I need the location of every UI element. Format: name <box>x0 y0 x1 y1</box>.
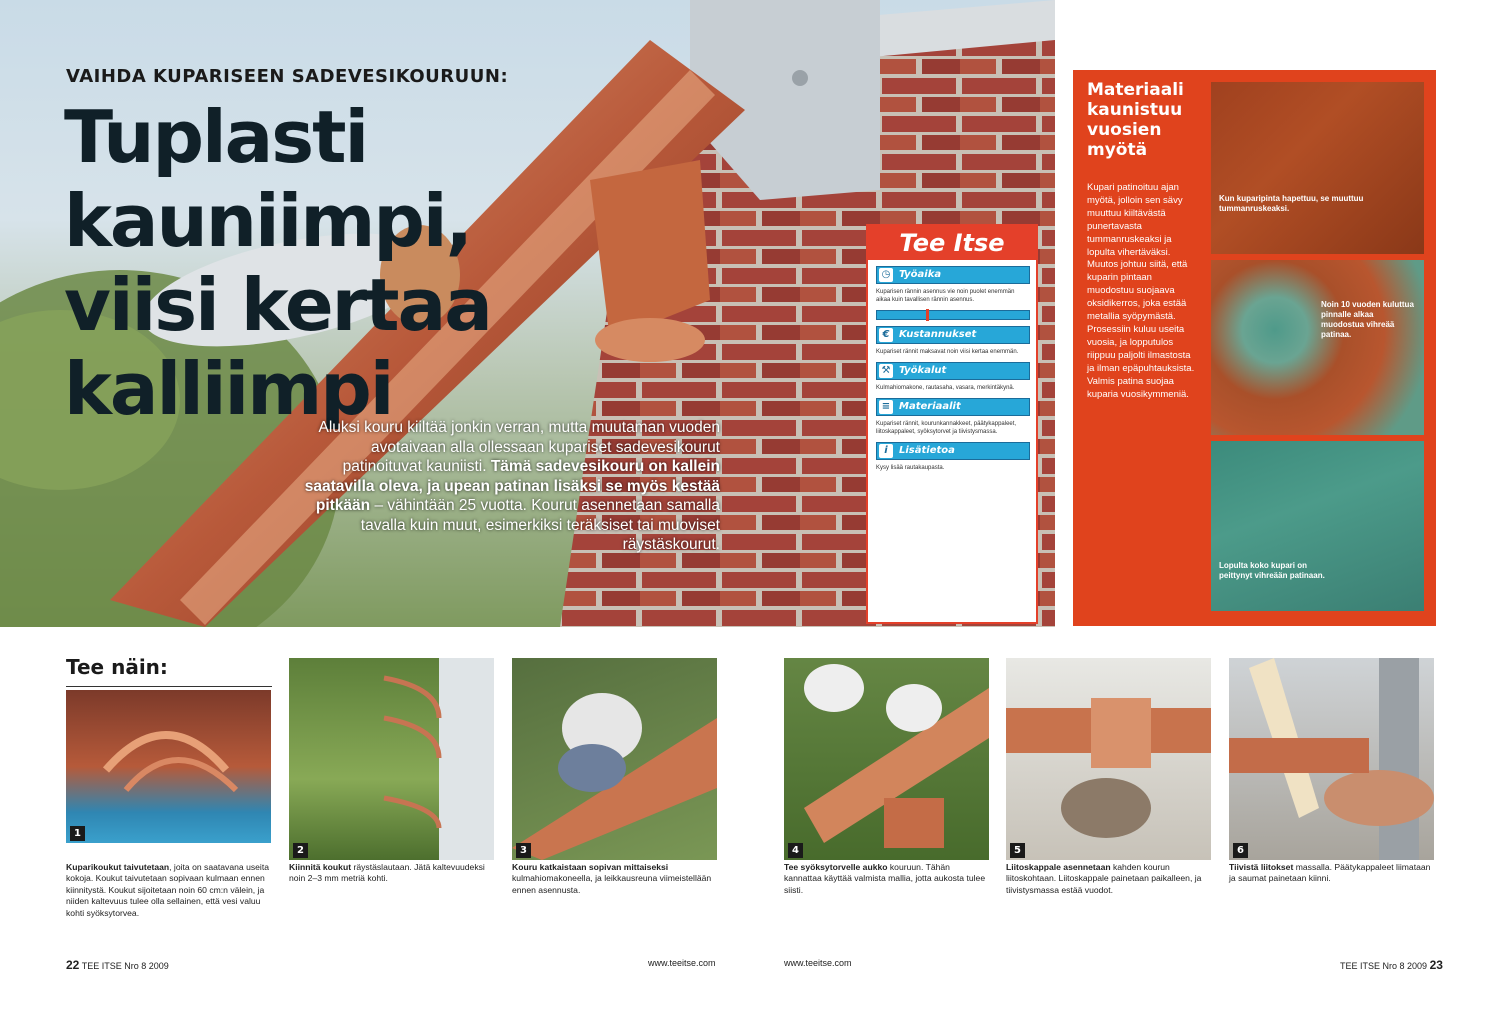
tools-icon: ⚒ <box>879 364 893 378</box>
tee-section-head: Kustannukset <box>899 329 977 340</box>
step-body: , joita on saatavana useita kokoja. Koukut taivutetaan sopivaan kulmaan ennen kiinnitystä. Koukut sijoitetaan noin 60 cm:n välein, ja niiden kaltevuus tulee olla sellainen, että vesi valuu kohti syöksytorvea. <box>66 862 270 918</box>
intro-bold-text: Tämä sadevesikouru on kallein saatavilla oleva, ja upean patinan lisäksi se myös kestää pitkään <box>304 458 720 514</box>
issue-left: Nro 8 2009 <box>124 961 169 971</box>
step-number: 4 <box>788 843 803 858</box>
tee-itse-box <box>866 224 1038 624</box>
step-3-text <box>512 862 717 896</box>
list-icon: ≡ <box>879 400 893 414</box>
tee-section-head: Lisätietoa <box>899 445 955 456</box>
step-photo-4 <box>784 658 989 860</box>
article-kicker: VAIHDA KUPARISEEN SADEVESIKOURUUN: <box>66 66 509 87</box>
step-number: 2 <box>293 843 308 858</box>
step-1-illustration <box>66 690 271 843</box>
wallet-icon: € <box>879 328 893 342</box>
difficulty-marker <box>926 309 929 321</box>
article-intro <box>300 418 720 555</box>
tee-section-tools <box>876 362 1030 392</box>
left-url: www.teeitse.com <box>648 958 716 968</box>
tee-itse-title: Tee Itse <box>868 226 1036 260</box>
tee-section-head: Työaika <box>899 269 942 280</box>
magazine-name-right: TEE ITSE <box>1340 961 1381 971</box>
intro-text-end: – vähintään 25 vuotta. Kourut asennetaan samalla tavalla kuin muut, esimerkiksi teräksiset tai muoviset räystäskourut. <box>360 497 720 553</box>
step-body: kouruun. Tähän kannattaa käyttää valmista mallia, jotta aukosta tulee siisti. <box>784 862 986 895</box>
step-bold: Liitoskappale asennetaan <box>1006 862 1111 872</box>
material-title-line: kaunistuu <box>1087 100 1183 120</box>
step-bold: Kiinnitä koukut <box>289 862 352 872</box>
step-2-illustration <box>289 658 494 860</box>
step-1-text <box>66 862 271 919</box>
step-photo-5 <box>1006 658 1211 860</box>
left-folio <box>66 958 169 972</box>
tee-section-text: Kupariset rännit, kourunkannakkeet, päätykappaleet, liitoskappaleet, syöksytorvet ja tiivistysmassa. <box>876 421 1017 435</box>
tee-section-head: Työkalut <box>899 365 947 376</box>
step-6-text <box>1229 862 1434 885</box>
tee-section-head: Materiaalit <box>899 401 961 412</box>
clock-icon: ◷ <box>879 268 893 282</box>
headline-line: viisi kertaa <box>64 263 491 347</box>
material-title <box>1087 80 1197 160</box>
step-bold: Kuparikoukut taivutetaan <box>66 862 170 872</box>
step-4-illustration <box>784 658 989 860</box>
issue-right: Nro 8 2009 <box>1382 961 1428 971</box>
step-6-illustration <box>1229 658 1434 860</box>
material-body-text: Kupari patinoituu ajan myötä, jolloin sen sävy muuttuu kiiltävästä punertavasta tummanruskeaksi ja lopulta vihertäväksi. Muutos johtuu siitä, että kuparin pintaan muodostuu suojaava oksidikerros, joka estää metallia syöpymästä. Prosessiin kuluu useita vuosia, ja lopputulos riippuu paljolti ilmastosta ja ilman epäpuhtauksista. Valmis patina suojaa kuparia vuosikymmeniä. <box>1087 182 1195 400</box>
step-number: 5 <box>1010 843 1025 858</box>
tee-section-text: Kuparisen rännin asennus vie noin puolet enemmän aikaa kuin tavallisen rännin asennus. <box>876 289 1015 303</box>
step-number: 1 <box>70 826 85 841</box>
link-icon: i <box>879 444 893 458</box>
tee-section-more-info <box>876 442 1030 472</box>
step-body: kahden kourun liitoskohtaan. Liitoskappale painetaan paikalleen, ja tiivistysmassa estää vuodot. <box>1006 862 1202 895</box>
step-photo-3 <box>512 658 717 860</box>
tee-section-text: Kulmahiomakone, rautasaha, vasara, merkintäkynä. <box>876 385 1015 391</box>
difficulty-bar <box>876 310 1030 320</box>
page-number-right: 23 <box>1429 958 1443 972</box>
tee-section-time <box>876 266 1030 304</box>
right-folio <box>1340 958 1443 972</box>
step-body: massalla. Päätykappaleet liimataan ja saumat painetaan kiinni. <box>1229 862 1431 884</box>
swatch-caption: Kun kuparipinta hapettuu, se muuttuu tummanruskeaksi. <box>1219 194 1364 213</box>
intro-text: Aluksi kouru kiiltää jonkin verran, mutta muutaman vuoden avotaivaan alla ollessaan kupariset sadevesikourut patinoituvat kauniisti. <box>318 419 720 475</box>
copper-swatch-full-patina <box>1211 441 1424 611</box>
step-number: 6 <box>1233 843 1248 858</box>
tee-section-text: Kupariset rännit maksavat noin viisi kertaa enemmän. <box>876 349 1019 355</box>
step-4-text <box>784 862 989 896</box>
step-bold: Tee syöksytorvelle aukko <box>784 862 888 872</box>
material-title-line: Materiaali <box>1087 80 1184 100</box>
material-title-line: myötä <box>1087 140 1148 160</box>
tee-section-cost <box>876 326 1030 356</box>
headline-line: kalliimpi <box>64 347 393 431</box>
copper-swatch-patina-start <box>1211 260 1424 435</box>
step-photo-6 <box>1229 658 1434 860</box>
step-5-illustration <box>1006 658 1211 860</box>
material-title-line: vuosien <box>1087 120 1162 140</box>
step-body: räystäslautaan. Jätä kaltevuudeksi noin 2–3 mm metriä kohti. <box>289 862 485 884</box>
step-photo-1 <box>66 690 271 843</box>
right-url: www.teeitse.com <box>784 958 852 968</box>
step-photo-2 <box>289 658 494 860</box>
copper-swatch-new <box>1211 82 1424 254</box>
steps-title-rule <box>66 686 272 687</box>
article-headline <box>64 95 784 431</box>
material-panel <box>1073 70 1436 626</box>
page-number-left: 22 <box>66 958 80 972</box>
magazine-name-left: TEE ITSE <box>81 961 122 971</box>
step-2-text <box>289 862 494 885</box>
swatch-caption: Lopulta koko kupari on peittynyt vihreään patinaan. <box>1219 561 1325 580</box>
step-bold: Tiivistä liitokset <box>1229 862 1294 872</box>
swatch-caption: Noin 10 vuoden kuluttua pinnalle alkaa muodostua vihreää patinaa. <box>1321 300 1414 339</box>
tee-section-text: Kysy lisää rautakaupasta. <box>876 465 945 471</box>
headline-line: Tuplasti kauniimpi, <box>64 95 471 263</box>
tee-section-materials <box>876 398 1030 436</box>
step-3-illustration <box>512 658 717 860</box>
step-number: 3 <box>516 843 531 858</box>
step-5-text <box>1006 862 1211 896</box>
steps-title: Tee näin: <box>66 655 168 679</box>
step-body: kulmahiomakoneella, ja leikkausreuna viimeistellään ennen asennusta. <box>512 873 712 895</box>
step-bold: Kouru katkaistaan sopivan mittaiseksi <box>512 862 669 872</box>
